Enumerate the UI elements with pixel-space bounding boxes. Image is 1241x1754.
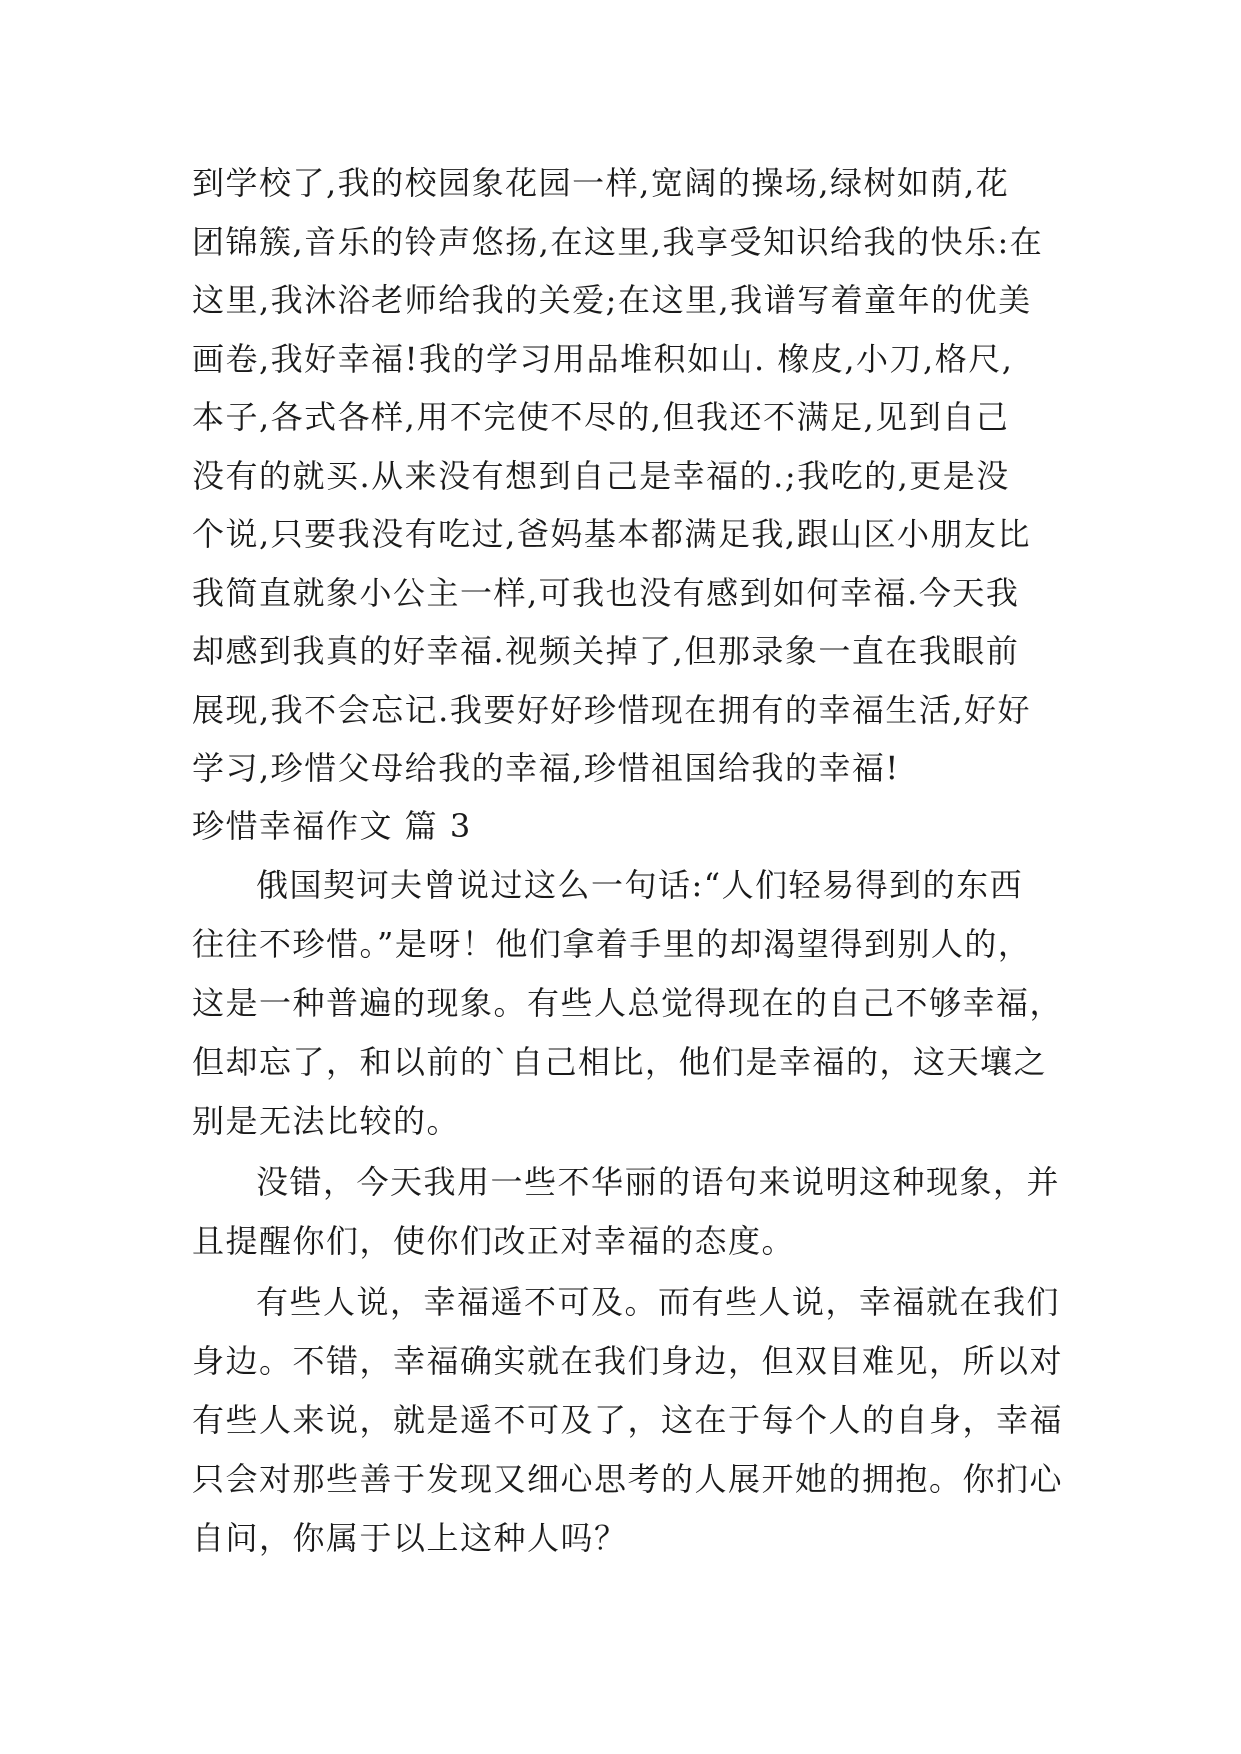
paragraph-3 (192, 1273, 1067, 1568)
text-line: 展现,我不会忘记.我要好好珍惜现在拥有的幸福生活,好好 (192, 690, 1032, 729)
text-line: 个说,只要我没有吃过,爸妈基本都满足我,跟山区小朋友比 (192, 515, 1032, 553)
document-body (192, 154, 1067, 1568)
text-line: 但却忘了，和以前的`自己相比，他们是幸福的，这天壤之 (192, 1042, 1048, 1081)
text-line: 画卷,我好幸福!我的学习用品堆积如山. 橡皮,小刀,格尺, (192, 339, 1014, 378)
text-line: 我简直就象小公主一样,可我也没有感到如何幸福.今天我 (192, 573, 1020, 612)
intro-paragraph (192, 154, 1067, 798)
text-line: 身边。不错，幸福确实就在我们身边，但双目难见，所以对 (192, 1341, 1064, 1380)
text-line: 有些人说，幸福遥不可及。而有些人说，幸福就在我们 (256, 1282, 1061, 1321)
text-line: 自问，你属于以上这种人吗？ (192, 1518, 628, 1557)
section-title: 珍惜幸福作文 篇 3 (192, 806, 472, 845)
paragraph-1 (192, 856, 1067, 1151)
text-line: 本子,各式各样,用不完使不尽的,但我还不满足,见到自己 (192, 398, 1010, 436)
text-line: 到学校了,我的校园象花园一样,宽阔的操场,绿树如荫,花 (192, 164, 1010, 202)
text-line: 学习,珍惜父母给我的幸福,珍惜祖国给我的幸福! (192, 749, 900, 787)
text-line: 俄国契诃夫曾说过这么一句话:“人们轻易得到的东西 (256, 865, 1024, 904)
text-line: 这是一种普遍的现象。有些人总觉得现在的自己不够幸福， (192, 983, 1064, 1022)
text-line: 有些人来说，就是遥不可及了，这在于每个人的自身，幸福 (192, 1400, 1064, 1439)
paragraph-2 (192, 1153, 1067, 1271)
text-line: 别是无法比较的。 (192, 1101, 461, 1140)
text-line: 且提醒你们，使你们改正对幸福的态度。 (192, 1221, 796, 1260)
text-line: 没有的就买.从来没有想到自己是幸福的.;我吃的,更是没 (192, 456, 1010, 495)
text-line: 往往不珍惜。”是呀！他们拿着手里的却渴望得到别人的， (192, 924, 1032, 963)
text-line: 这里,我沐浴老师给我的关爱;在这里,我谱写着童年的优美 (192, 281, 1032, 319)
text-line: 没错，今天我用一些不华丽的语句来说明这种现象，并 (256, 1162, 1061, 1201)
text-line: 只会对那些善于发现又细心思考的人展开她的拥抱。你扪心 (192, 1459, 1064, 1498)
text-line: 却感到我真的好幸福.视频关掉了,但那录象一直在我眼前 (192, 632, 1020, 670)
text-line: 团锦簇,音乐的铃声悠扬,在这里,我享受知识给我的快乐:在 (192, 222, 1044, 261)
